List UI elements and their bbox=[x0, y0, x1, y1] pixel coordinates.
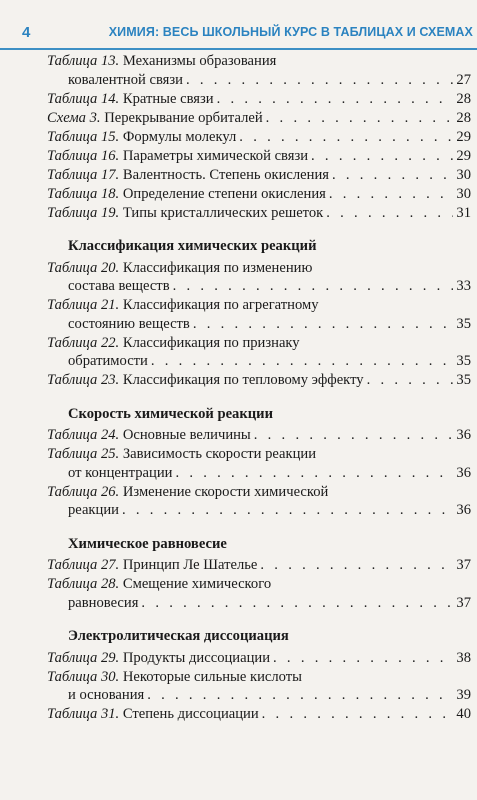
section-heading: Классификация химических реакций bbox=[68, 238, 317, 254]
toc-entry[interactable] bbox=[47, 147, 471, 166]
toc-entry-title: Валентность. Степень окисления bbox=[122, 166, 329, 183]
running-title: ХИМИЯ: ВЕСЬ ШКОЛЬНЫЙ КУРС В ТАБЛИЦАХ И СХЕМАХ bbox=[108, 25, 473, 39]
toc-entry-title: Определение степени окисления bbox=[122, 185, 326, 202]
toc-entry-label: Таблица 24. bbox=[47, 427, 120, 443]
toc-entry-line bbox=[47, 426, 471, 445]
toc-entry-line bbox=[47, 128, 471, 147]
toc-entry[interactable] bbox=[47, 445, 471, 482]
toc-entry-title: Степень диссоциации bbox=[122, 706, 259, 722]
toc-entry-title-cont: обратимости bbox=[68, 353, 148, 369]
section-heading: Химическое равновесие bbox=[68, 535, 227, 552]
toc-entry-line bbox=[47, 185, 471, 204]
toc-page-number: 35 bbox=[456, 372, 471, 388]
dot-leader bbox=[173, 277, 454, 296]
toc-page-number: 31 bbox=[456, 204, 471, 221]
toc-entry-title: Классификация по признаку bbox=[122, 334, 300, 351]
toc-entry-title: Механизмы образования bbox=[122, 53, 277, 69]
toc-entry-title-cont: реакции bbox=[68, 502, 119, 518]
toc-entry-continuation bbox=[47, 594, 471, 613]
toc-entry-title: Принцип Ле Шателье bbox=[122, 557, 258, 573]
dot-leader bbox=[332, 166, 453, 185]
toc-entry[interactable] bbox=[47, 705, 471, 724]
toc-entry-line bbox=[47, 483, 471, 502]
toc-entry-title: Зависимость скорости реакции bbox=[122, 446, 317, 462]
toc-page-number: 36 bbox=[456, 464, 471, 481]
toc-entry-title: Основные величины bbox=[122, 427, 251, 443]
toc-entry[interactable] bbox=[47, 259, 471, 296]
toc-entry-continuation bbox=[47, 464, 471, 483]
toc-entry-line bbox=[47, 649, 471, 668]
toc-page-number: 38 bbox=[456, 649, 471, 666]
dot-leader bbox=[217, 90, 454, 109]
toc-entry[interactable] bbox=[47, 426, 471, 445]
toc-entry-line bbox=[47, 668, 471, 687]
toc-entry-line bbox=[47, 90, 471, 109]
toc-entry[interactable] bbox=[47, 185, 471, 204]
toc-entry-title-cont: состоянию веществ bbox=[68, 315, 190, 332]
dot-leader bbox=[151, 352, 454, 371]
toc-entry-label: Таблица 25. bbox=[47, 446, 120, 462]
toc-page-number: 36 bbox=[456, 502, 471, 518]
toc-entry-title: Формулы молекул bbox=[122, 128, 237, 145]
dot-leader bbox=[329, 185, 454, 204]
toc-entry-label: Таблица 31. bbox=[47, 706, 120, 722]
toc-entry-line bbox=[47, 296, 471, 315]
toc-entry-label: Таблица 19. bbox=[47, 204, 120, 221]
dot-leader bbox=[175, 464, 453, 483]
toc-page-number: 30 bbox=[456, 185, 471, 202]
page-number: 4 bbox=[22, 24, 31, 41]
toc-entry-title-cont: ковалентной связи bbox=[68, 71, 183, 88]
toc-entry-title: Кратные связи bbox=[122, 90, 214, 107]
toc-entry[interactable] bbox=[47, 649, 471, 668]
dot-leader bbox=[141, 594, 453, 613]
toc-entry-line bbox=[47, 705, 471, 724]
toc-entry-continuation bbox=[47, 501, 471, 520]
toc-entry-label: Таблица 16. bbox=[47, 147, 120, 164]
toc-entry-title-cont: равновесия bbox=[68, 594, 139, 611]
toc-page-number: 39 bbox=[456, 687, 471, 703]
toc-entry[interactable] bbox=[47, 296, 471, 333]
toc-page-number: 30 bbox=[456, 166, 471, 183]
toc-entry-title: Классификация по тепловому эффекту bbox=[122, 372, 364, 388]
toc-entry-line bbox=[47, 52, 471, 71]
dot-leader bbox=[239, 128, 453, 147]
toc-entry-line bbox=[47, 259, 471, 278]
section-heading: Скорость химической реакции bbox=[68, 405, 273, 422]
toc-entry[interactable] bbox=[47, 128, 471, 147]
toc-page-number: 37 bbox=[456, 594, 471, 611]
dot-leader bbox=[122, 501, 453, 520]
toc-entry-line bbox=[47, 445, 471, 464]
toc-entry[interactable] bbox=[47, 166, 471, 185]
toc-entry-continuation bbox=[47, 686, 471, 705]
toc-entry[interactable] bbox=[47, 556, 471, 575]
toc-entry-label: Таблица 13. bbox=[47, 53, 120, 69]
dot-leader bbox=[266, 109, 454, 128]
toc-entry-line bbox=[47, 166, 471, 185]
toc-page-number: 29 bbox=[456, 128, 471, 145]
toc-entry-label: Таблица 27. bbox=[47, 557, 120, 573]
toc-page-number: 33 bbox=[456, 278, 471, 294]
dot-leader bbox=[262, 705, 454, 724]
toc-entry-line bbox=[47, 204, 471, 223]
toc-page-number: 28 bbox=[456, 90, 471, 107]
toc-entry-continuation bbox=[47, 277, 471, 296]
toc-entry-title: Некоторые сильные кислоты bbox=[122, 668, 302, 685]
toc-entry[interactable] bbox=[47, 90, 471, 109]
dot-leader bbox=[311, 147, 453, 166]
toc-page-number: 28 bbox=[456, 109, 471, 126]
toc-entry-title: Продукты диссоциации bbox=[122, 649, 271, 666]
toc-entry-line bbox=[47, 109, 471, 128]
toc-entry-title-cont: состава веществ bbox=[68, 278, 170, 294]
toc-entry-line bbox=[47, 147, 471, 166]
toc-entry-label: Таблица 22. bbox=[47, 334, 120, 351]
toc-entry[interactable] bbox=[47, 575, 471, 612]
toc-entry-continuation bbox=[47, 315, 471, 334]
table-of-contents bbox=[47, 52, 471, 724]
toc-entry-line bbox=[47, 556, 471, 575]
toc-entry-title-cont: от концентрации bbox=[68, 464, 173, 481]
toc-page-number: 27 bbox=[456, 71, 471, 88]
page-header bbox=[0, 0, 477, 50]
toc-page-number: 36 bbox=[456, 427, 471, 443]
toc-entry[interactable] bbox=[47, 483, 471, 520]
section-heading: Электролитическая диссоциация bbox=[68, 628, 289, 644]
toc-entry-label: Таблица 26. bbox=[47, 483, 120, 500]
toc-entry-title: Классификация по изменению bbox=[122, 259, 313, 276]
toc-entry-label: Таблица 17. bbox=[47, 166, 120, 183]
toc-entry-label: Таблица 29. bbox=[47, 649, 120, 666]
toc-entry-title: Типы кристаллических решеток bbox=[122, 204, 324, 221]
toc-entry-line bbox=[47, 371, 471, 390]
toc-entry[interactable] bbox=[47, 371, 471, 390]
toc-entry-continuation bbox=[47, 71, 471, 90]
toc-entry-label: Таблица 30. bbox=[47, 668, 120, 685]
toc-page-number: 37 bbox=[456, 557, 471, 573]
toc-entry-title-cont: и основания bbox=[68, 687, 145, 703]
dot-leader bbox=[186, 71, 453, 90]
toc-entry-label: Схема 3. bbox=[47, 109, 101, 126]
toc-entry-label: Таблица 23. bbox=[47, 372, 120, 388]
toc-entry[interactable] bbox=[47, 334, 471, 371]
toc-entry-label: Таблица 21. bbox=[47, 297, 120, 313]
toc-entry[interactable] bbox=[47, 109, 471, 128]
toc-entry-title: Параметры химической связи bbox=[122, 147, 309, 164]
toc-page-number: 35 bbox=[456, 315, 471, 332]
toc-entry-title: Смещение химического bbox=[122, 576, 272, 592]
toc-page-number: 29 bbox=[456, 147, 471, 164]
toc-entry[interactable] bbox=[47, 668, 471, 705]
toc-page-number: 40 bbox=[456, 706, 471, 722]
toc-entry-title: Перекрывание орбиталей bbox=[104, 109, 263, 126]
toc-entry-label: Таблица 14. bbox=[47, 90, 120, 107]
toc-entry[interactable] bbox=[47, 52, 471, 89]
toc-entry-line bbox=[47, 575, 471, 594]
dot-leader bbox=[193, 315, 454, 334]
toc-entry-label: Таблица 28. bbox=[47, 576, 120, 592]
toc-entry[interactable] bbox=[47, 204, 471, 223]
dot-leader bbox=[147, 686, 453, 705]
toc-entry-continuation bbox=[47, 352, 471, 371]
toc-entry-title: Изменение скорости химической bbox=[122, 483, 329, 500]
dot-leader bbox=[367, 371, 454, 390]
toc-page-number: 35 bbox=[456, 353, 471, 369]
dot-leader bbox=[254, 426, 454, 445]
dot-leader bbox=[326, 204, 453, 223]
dot-leader bbox=[273, 649, 453, 668]
toc-entry-label: Таблица 18. bbox=[47, 185, 120, 202]
toc-entry-label: Таблица 15. bbox=[47, 128, 120, 145]
toc-entry-title: Классификация по агрегатному bbox=[122, 297, 319, 313]
toc-entry-line bbox=[47, 334, 471, 353]
toc-entry-label: Таблица 20. bbox=[47, 259, 120, 276]
dot-leader bbox=[260, 556, 453, 575]
